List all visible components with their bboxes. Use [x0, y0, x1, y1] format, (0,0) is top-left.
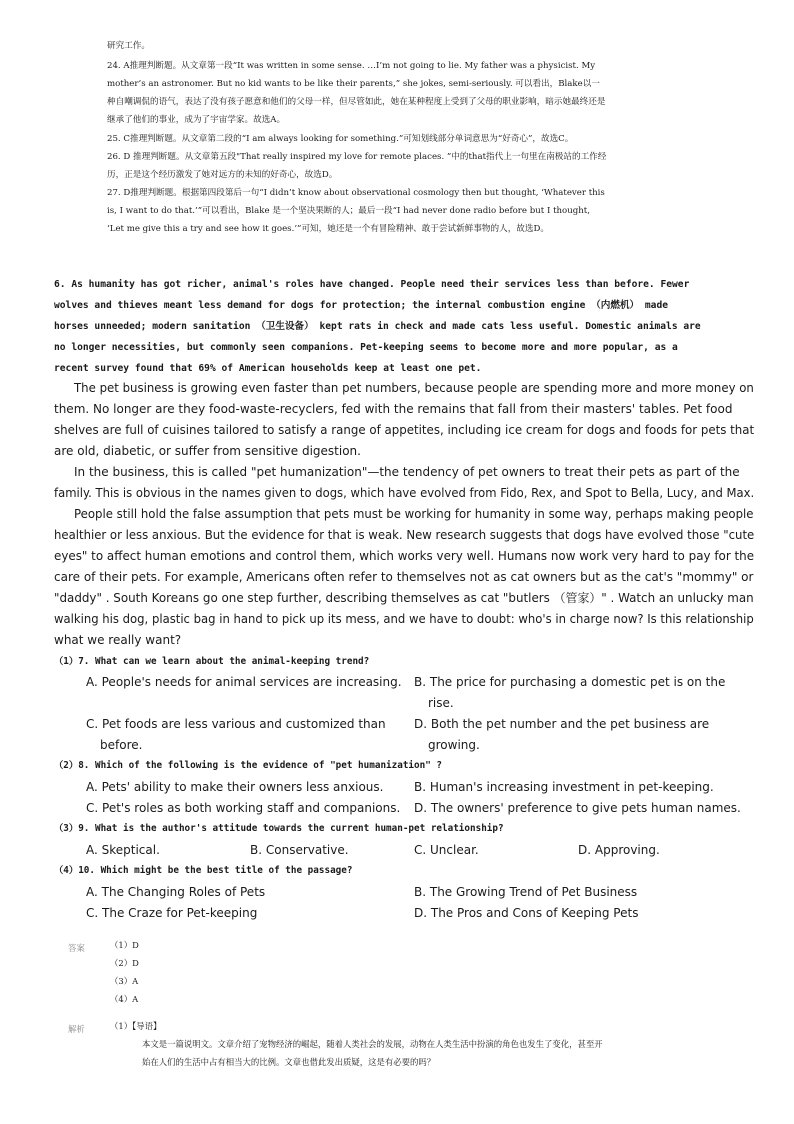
explanation-line: 继承了他们的事业，成为了宇宙学家。故选A。: [107, 115, 286, 125]
passage-line: what we really want?: [54, 633, 182, 647]
answer-label: 答案: [68, 943, 85, 953]
passage-bold-line: no longer necessities, but commonly seen companions. Pet-keeping seems to become more and more popular, as a: [54, 342, 678, 353]
explanation-line: 26. D 推理判断题。从文章第五段"That really inspired my love for remote places. ”中的that指代上一句里在南极站的工作经: [107, 152, 607, 162]
option-a: A. Pets' ability to make their owners less anxious.: [86, 780, 384, 794]
analysis-heading: （1）【导语】: [110, 1021, 162, 1031]
explanation-line: 27. D推理判断题。根据第四段第后一句“I didn’t know about observational cosmology then but thought, ‘Whatever this: [107, 188, 605, 198]
passage-line: walking his dog, plastic bag in hand to pick up its mess, and we have to doubt: who's in charge now? Is this relationship: [54, 612, 754, 626]
question-stem: （1）7. What can we learn about the animal-keeping trend?: [54, 656, 370, 667]
option-a: A. The Changing Roles of Pets: [86, 885, 266, 899]
passage-line: shelves are full of cuisines tailored to satisfy a range of appetites, including ice cream for dogs and foods for pets that: [54, 423, 755, 437]
passage-line: them. No longer are they food-waste-recyclers, fed with the remains that fall from their masters' tables. Pet food: [54, 402, 733, 416]
passage-line: eyes" to affect human emotions and control them, which works very well. Humans now work very hard to pay for the: [54, 549, 755, 563]
answer-item: （4）A: [110, 994, 139, 1004]
answer-item: （3）A: [110, 976, 139, 986]
explanation-line: ‘Let me give this a try and see how it goes.’”可知，她还是一个有冒险精神、敢于尝试新鲜事物的人，故选D。: [107, 224, 549, 234]
explanation-line: is, I want to do that.’”可以看出，Blake 是一个坚决果断的人；最后一段“I had never done radio before but I thought,: [107, 206, 590, 216]
option-c: C. Pet foods are less various and customized than: [86, 717, 386, 731]
option-d: D. The owners' preference to give pets human names.: [414, 801, 741, 815]
option-b: B. Human's increasing investment in pet-keeping.: [414, 780, 714, 794]
passage-bold-line: wolves and thieves meant less demand for dogs for protection; the internal combustion engine （内燃机） made: [54, 300, 669, 311]
option-a: A. Skeptical.: [86, 843, 160, 857]
option-b: B. Conservative.: [250, 843, 349, 857]
explanation-line: 研究工作。: [107, 41, 150, 51]
passage-line: family. This is obvious in the names given to dogs, which have evolved from Fido, Rex, and Spot to Bella, Lucy, and Max.: [54, 486, 755, 500]
option-c: C. The Craze for Pet-keeping: [86, 906, 258, 920]
option-c: C. Unclear.: [414, 843, 479, 857]
option-b-cont: rise.: [428, 696, 454, 710]
passage-line: care of their pets. For example, Americans often refer to themselves not as cat owners but as the cat's "mommy" or: [54, 570, 754, 584]
answer-item: （1）D: [110, 940, 139, 950]
option-a: A. People's needs for animal services are increasing.: [86, 675, 402, 689]
question-stem: （3）9. What is the author's attitude towards the current human-pet relationship?: [54, 823, 504, 834]
answer-item: （2）D: [110, 958, 139, 968]
explanation-line: 种自嘲调侃的语气，表达了没有孩子愿意和他们的父母一样，但尽管如此，她在某种程度上受到了父母的职业影响，暗示她最终还是: [107, 97, 606, 107]
passage-line: The pet business is growing even faster than pet numbers, because people are spending more and more money on: [74, 381, 754, 395]
option-b: B. The price for purchasing a domestic pet is on the: [414, 675, 726, 689]
analysis-line: 始在人们的生活中占有相当大的比例。文章也借此发出质疑，这是有必要的吗？: [142, 1057, 436, 1067]
question-stem: （2）8. Which of the following is the evidence of "pet humanization" ?: [54, 760, 443, 771]
explanation-line: 25. C推理判断题。从文章第二段的“I am always looking for something.”可知划线部分单词意思为“好奇心”，故选C。: [107, 134, 574, 144]
passage-bold-line: 6. As humanity has got richer, animal's roles have changed. People need their services less than before. Fewer: [54, 279, 690, 290]
passage-line: "daddy" . South Koreans go one step further, describing themselves as cat "butlers （管家）" . Watch an unlucky man: [54, 591, 754, 605]
analysis-label: 解析: [68, 1024, 85, 1034]
option-b: B. The Growing Trend of Pet Business: [414, 885, 638, 899]
option-c: C. Pet's roles as both working staff and companions.: [86, 801, 401, 815]
explanation-line: 历，正是这个经历激发了她对远方的未知的好奇心，故选D。: [107, 170, 338, 180]
passage-bold-line: horses unneeded; modern sanitation （卫生设备） kept rats in check and made cats less useful. Domestic animals are: [54, 321, 701, 332]
explanation-line: 24. A推理判断题。从文章第一段“It was written in some sense. …I’m not going to lie. My father was a physicist. My: [107, 61, 596, 71]
option-c-cont: before.: [100, 738, 143, 752]
passage-line: In the business, this is called "pet humanization"—the tendency of pet owners to treat their pets as part of the: [74, 465, 740, 479]
option-d-cont: growing.: [428, 738, 480, 752]
option-d: D. Approving.: [578, 843, 660, 857]
option-d: D. Both the pet number and the pet business are: [414, 717, 710, 731]
passage-line: are old, diabetic, or suffer from sensitive digestion.: [54, 444, 361, 458]
passage-line: healthier or less anxious. But the evidence for that is weak. New research suggests that dogs have evolved those "cute: [54, 528, 755, 542]
passage-bold-line: recent survey found that 69% of American households keep at least one pet.: [54, 363, 482, 374]
analysis-line: 本文是一篇说明文。文章介绍了宠物经济的崛起，随着人类社会的发展，动物在人类生活中扮演的角色也发生了变化，甚至开: [142, 1039, 603, 1049]
explanation-line: mother’s an astronomer. But no kid wants to be like their parents,” she jokes, semi-seriously. 可以看出，Blake以一: [107, 79, 600, 89]
passage-line: People still hold the false assumption that pets must be working for humanity in some way, perhaps making people: [74, 507, 754, 521]
question-stem: （4）10. Which might be the best title of the passage?: [54, 865, 353, 876]
option-d: D. The Pros and Cons of Keeping Pets: [414, 906, 639, 920]
